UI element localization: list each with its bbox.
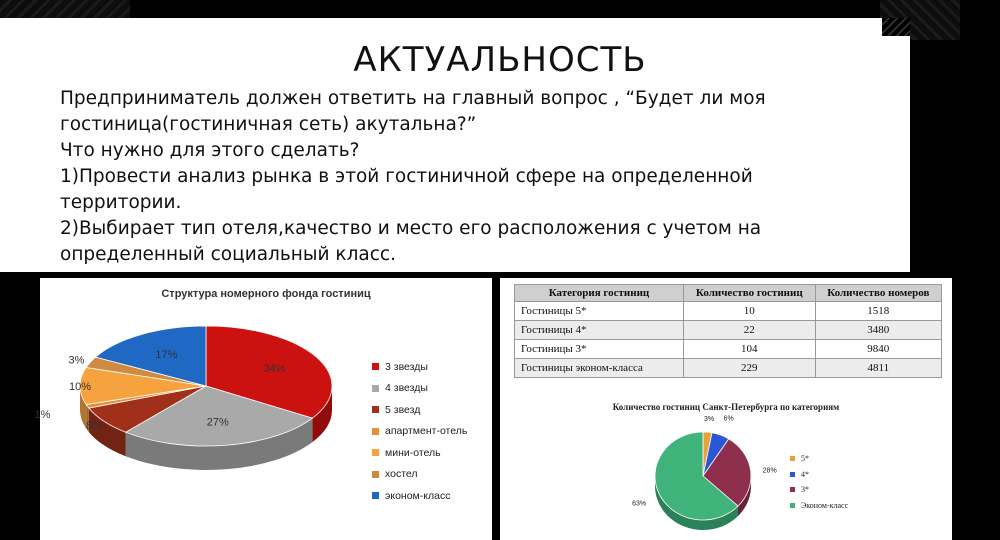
body-line: Предприниматель должен ответить на главный вопрос , “Будет ли моя bbox=[60, 88, 766, 109]
room-fund-data-label-3: 8% bbox=[85, 419, 102, 432]
table-header-cell: Количество номеров bbox=[815, 285, 941, 302]
room-fund-chart-title: Структура номерного фонда гостиниц bbox=[161, 288, 371, 300]
room-fund-data-label-4: 1% bbox=[34, 409, 51, 422]
room-fund-legend-item-6 bbox=[372, 464, 467, 486]
room-fund-legend bbox=[372, 356, 467, 507]
room-fund-legend-item-swatch bbox=[372, 449, 379, 456]
body-line: 1)Провести анализ рынка в этой гостиничной сфере на определенной bbox=[60, 166, 753, 187]
table-cell: 10 bbox=[684, 302, 816, 321]
room-fund-legend-item-label: мини-отель bbox=[385, 446, 441, 459]
table-cell: 229 bbox=[684, 359, 816, 378]
hotel-count-legend-item-1 bbox=[790, 451, 848, 467]
table-header-cell: Категория гостиниц bbox=[515, 285, 684, 302]
room-fund-legend-item-4 bbox=[372, 421, 467, 443]
table-cell: 4811 bbox=[815, 359, 941, 378]
hotel-count-data-label-4: 63% bbox=[632, 500, 647, 508]
room-fund-legend-item-label: эконом-класс bbox=[385, 489, 451, 502]
hotel-count-data-label-2: 6% bbox=[723, 415, 734, 423]
room-fund-legend-item-swatch bbox=[372, 492, 379, 499]
body-line: определенный социальный класс. bbox=[60, 244, 396, 265]
table-cell: 9840 bbox=[815, 340, 941, 359]
body-line: 2)Выбирает тип отеля,качество и место его расположения с учетом на bbox=[60, 218, 762, 239]
table-cell: Гостиницы 4* bbox=[515, 321, 684, 340]
room-fund-legend-item-swatch bbox=[372, 471, 379, 478]
hotel-count-chart-title: Количество гостиниц Санкт-Петербурга по категориям bbox=[612, 402, 840, 412]
room-fund-data-label-6: 3% bbox=[68, 354, 85, 367]
corner-accent bbox=[882, 18, 910, 36]
table-cell: 22 bbox=[684, 321, 816, 340]
body-line: Что нужно для этого сделать? bbox=[60, 140, 360, 161]
hotel-count-data-label-1: 3% bbox=[704, 415, 715, 423]
table-cell: 3480 bbox=[815, 321, 941, 340]
room-fund-data-label-5: 10% bbox=[68, 381, 92, 393]
hotel-count-legend-item-label: 4* bbox=[801, 469, 809, 479]
hotel-count-legend-item-swatch bbox=[790, 503, 795, 508]
slide-body bbox=[60, 86, 900, 268]
hotel-count-data-label-3: 28% bbox=[762, 467, 777, 475]
hotel-count-legend-item-3 bbox=[790, 482, 848, 498]
hotel-stats-panel bbox=[500, 278, 952, 540]
hotel-count-legend-item-4 bbox=[790, 498, 848, 514]
room-fund-legend-item-7 bbox=[372, 485, 467, 507]
room-fund-legend-item-3 bbox=[372, 399, 467, 421]
room-fund-legend-item-5 bbox=[372, 442, 467, 464]
room-fund-legend-item-label: 4 звезды bbox=[385, 382, 428, 395]
hotel-count-legend-item-2 bbox=[790, 467, 848, 483]
table-cell: 1518 bbox=[815, 302, 941, 321]
table-cell: Гостиницы эконом-класса bbox=[515, 359, 684, 378]
room-fund-legend-item-swatch bbox=[372, 385, 379, 392]
room-fund-legend-item-1 bbox=[372, 356, 467, 378]
room-fund-legend-item-label: 3 звезды bbox=[385, 360, 428, 373]
hotel-count-legend-item-label: Эконом-класс bbox=[801, 500, 849, 510]
room-fund-data-label-1: 34% bbox=[263, 363, 286, 376]
slide-title: АКТУАЛЬНОСТЬ bbox=[353, 40, 647, 80]
hotel-count-legend-item-swatch bbox=[790, 472, 795, 477]
table-header-cell: Количество гостиниц bbox=[684, 285, 816, 302]
hotel-count-legend-item-swatch bbox=[790, 487, 795, 492]
room-fund-legend-item-label: 5 звезд bbox=[385, 403, 421, 416]
room-fund-data-label-2: 27% bbox=[206, 416, 229, 429]
body-line: гостиница(гостиничная сеть) акутальна?” bbox=[60, 114, 477, 135]
room-fund-chart-panel bbox=[34, 278, 492, 540]
room-fund-legend-item-2 bbox=[372, 378, 467, 400]
room-fund-legend-item-label: хостел bbox=[385, 468, 418, 481]
hotel-count-legend bbox=[790, 451, 848, 513]
room-fund-legend-item-label: апартмент-отель bbox=[385, 425, 468, 438]
room-fund-legend-item-swatch bbox=[372, 428, 379, 435]
hotel-count-legend-item-swatch bbox=[790, 456, 795, 461]
room-fund-legend-item-swatch bbox=[372, 406, 379, 413]
hotel-count-legend-item-label: 3* bbox=[801, 485, 809, 495]
room-fund-pie-chart bbox=[34, 278, 370, 540]
hotel-count-legend-item-label: 5* bbox=[801, 454, 809, 464]
room-fund-legend-item-swatch bbox=[372, 363, 379, 370]
table-cell: Гостиницы 3* bbox=[515, 340, 684, 359]
body-line: территории. bbox=[60, 192, 182, 213]
hotel-count-pie-chart bbox=[500, 278, 800, 540]
room-fund-data-label-7: 17% bbox=[155, 348, 178, 361]
table-cell: Гостиницы 5* bbox=[515, 302, 684, 321]
table-cell: 104 bbox=[684, 340, 816, 359]
